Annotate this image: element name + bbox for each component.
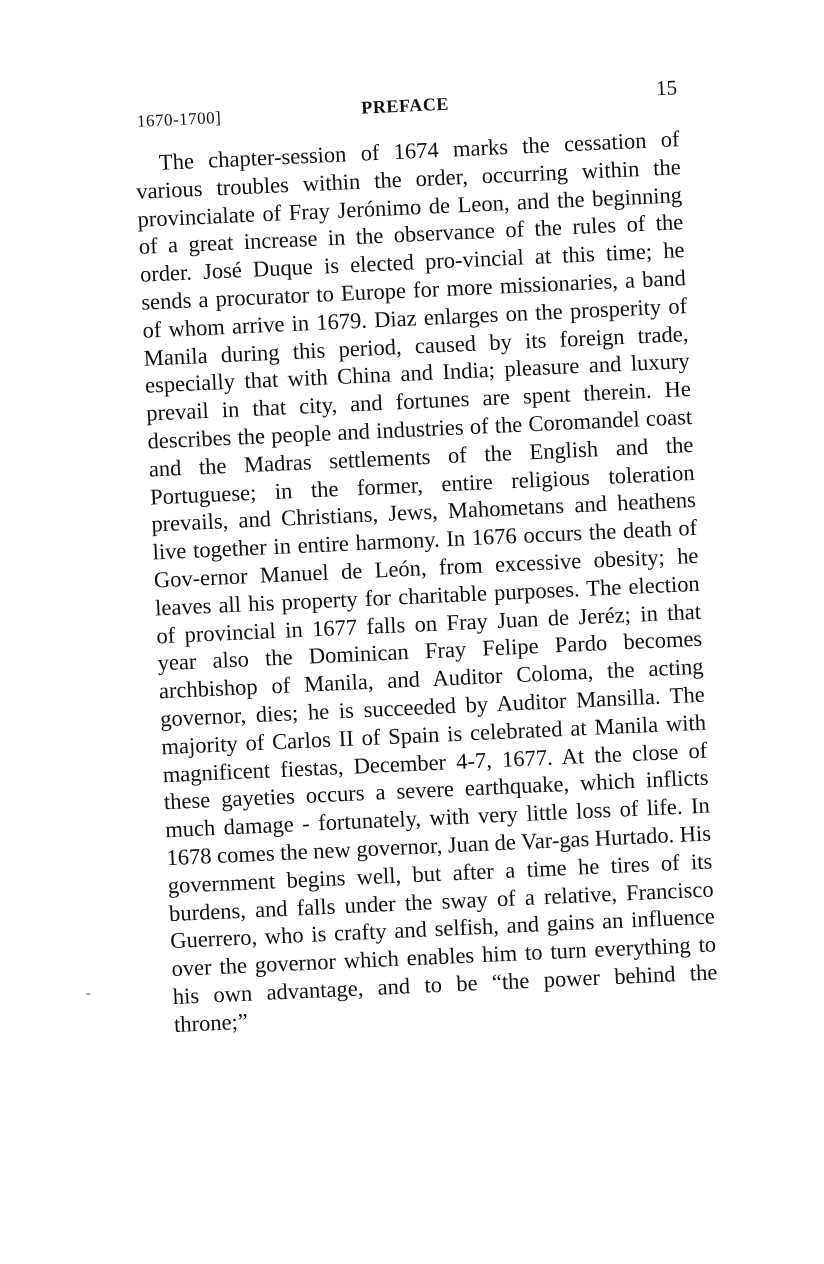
page-title: PREFACE (360, 93, 450, 118)
text-block (132, 72, 744, 1038)
page-number: 15 (655, 75, 678, 101)
body-paragraph: The chapter-session of 1674 marks the cessation of various troubles within the order, occurring within the provincialate of Fray Jerónimo de Leon, and the beginning of a great increase in the observance of the rules of the order. José Duque is elected pro-vincial at this time; he sends a procurator to Europe for more missionaries, a band of whom arrive in 1679. Diaz enlarges on the prosperity of Manila during this period, caused by its foreign trade, especially that with China and India; pleasure and luxury prevail in that city, and fortunes are spent therein. He describes the people and industries of the Coromandel coast and the Madras settlements of the English and the Portuguese; in the former, entire religious toleration prevails, and Christians, Jews, Mahometans and heathens live together in entire harmony. In 1676 occurs the death of Gov-ernor Manuel de León, from excessive obesity; he leaves all his property for charitable purposes. The election of provincial in 1677 falls on Fray Juan de Jeréz; in that year also the Dominican Fray Felipe Pardo becomes archbishop of Manila, and Auditor Coloma, the acting governor, dies; he is succeeded by Auditor Mansilla. The majority of Carlos II of Spain is celebrated at Manila with magnificent fiestas, December 4-7, 1677. At the close of these gayeties occurs a severe earthquake, which inflicts much damage - fortunately, with very little loss of life. In 1678 comes the new governor, Juan de Var-gas Hurtado. His government begins well, but after a time he tires of its burdens, and falls under the sway of a relative, Francisco Guerrero, who is crafty and selfish, and gains an influence over the governor which enables him to turn everything to his own advantage, and to be “the power behind the throne;” (135, 126, 718, 1037)
date-range: 1670-1700] (136, 107, 222, 131)
margin-mark: - (86, 986, 91, 1001)
